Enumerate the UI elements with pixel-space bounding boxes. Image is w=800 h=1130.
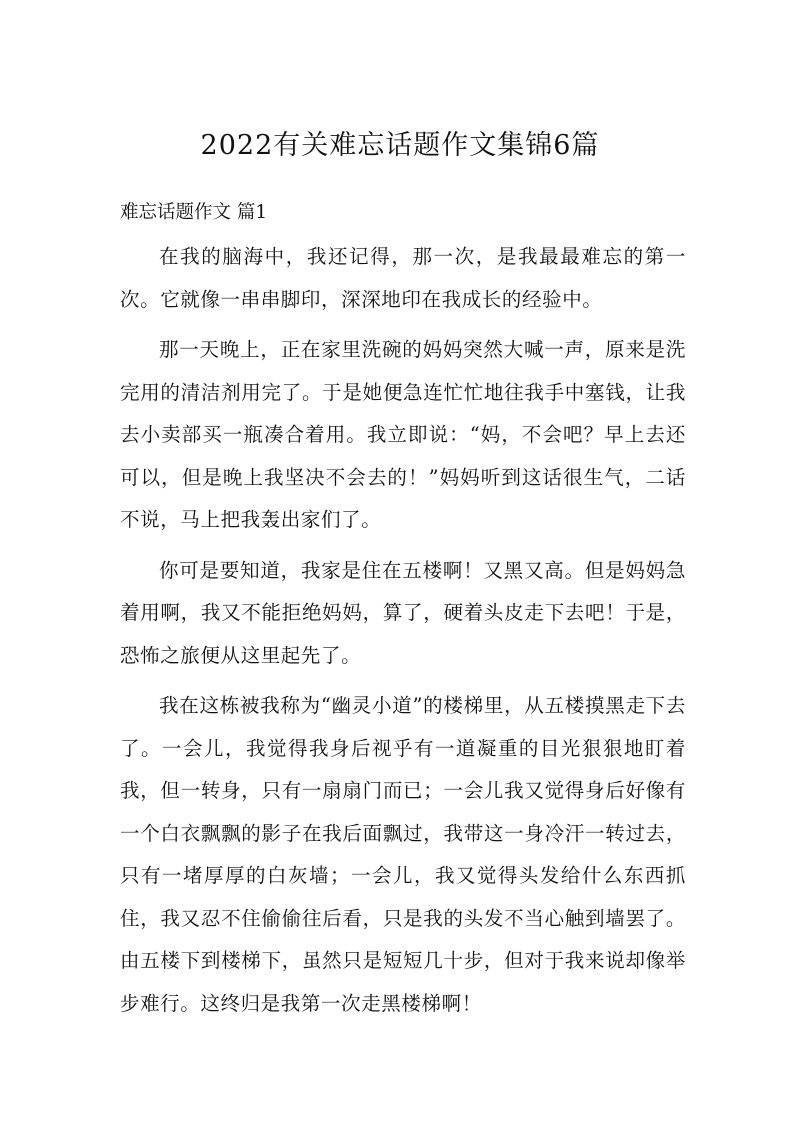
section-heading: 难忘话题作文 篇1: [120, 202, 268, 223]
paragraph-4: 我在这栋被我称为“幽灵小道”的楼梯里，从五楼摸黑走下去了。一会儿，我觉得我身后视乎有一道凝重的目光狠狠地盯着我，但一转身，只有一扇扇门而已；一会儿我又觉得身后好像有一个白衣飘飘的影子在我后面飘过，我带这一身冷汗一转过去，只有一堵厚厚的白灰墙；一会儿，我又觉得头发给什么东西抓住，我又忍不住偷偷往后看，只是我的头发不当心触到墙罢了。由五楼下到楼梯下，虽然只是短短几十步，但对于我来说却像举步难行。这终归是我第一次走黑楼梯啊！: [120, 694, 686, 1015]
article-body: [120, 236, 686, 1033]
document-title: 2022有关难忘话题作文集锦6篇: [200, 130, 600, 161]
paragraph-2: 那一天晚上，正在家里洗碗的妈妈突然大喊一声，原来是洗完用的清洁剂用完了。于是她便急连忙忙地往我手中塞钱，让我去小卖部买一瓶凑合着用。我立即说：“妈，不会吧？早上去还可以，但是晚上我坚决不会去的！”妈妈听到这话很生气，二话不说，马上把我轰出家们了。: [120, 338, 686, 531]
paragraph-1: 在我的脑海中，我还记得，那一次，是我最最难忘的第一次。它就像一串串脚印，深深地印在我成长的经验中。: [120, 245, 686, 311]
paragraph-3: 你可是要知道，我家是住在五楼啊！又黑又高。但是妈妈急着用啊，我又不能拒绝妈妈，算了，硬着头皮走下去吧！于是，恐怖之旅便从这里起先了。: [120, 558, 686, 667]
